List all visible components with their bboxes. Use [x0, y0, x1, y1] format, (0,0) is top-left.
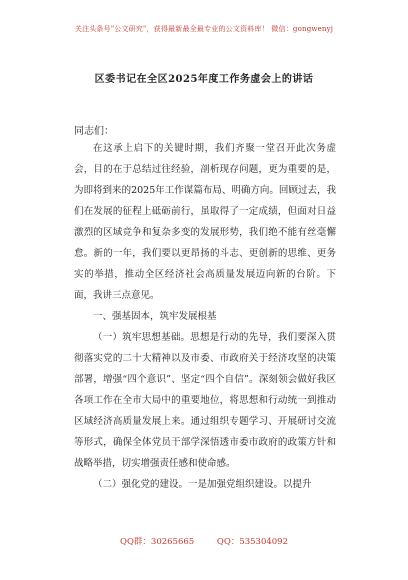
salutation: 同志们： — [74, 126, 114, 137]
footer-contact — [0, 535, 408, 547]
header-note: 关注头条号"公文研究"，获得最新最全最专业的公文资料库！ 微信：gongwenyj — [74, 25, 334, 33]
section-heading-1: 一、强基固本，筑牢发展根基 — [93, 311, 217, 322]
footer-qq-group: QQ群：30265665 — [119, 537, 195, 547]
paragraph-thought-foundation: （一）筑牢思想基础。思想是行动的先导，我们要深入贯彻落实党的二十大精神以及市委、市政府关于经济攻坚的决策部署，增强“四个意识”、坚定“四个自信”。深刻领会做好我区各项工作在全市大局中的重要地位，将思想和行动统一到推动区域经济高质量发展上来。通过组织专题学习、开展研讨交流等形式，确保全体党员干部学深悟透市委市政府的政策方针和战略举措，切实增强责任感和使命感。 — [74, 332, 336, 469]
paragraph-party-building: （二）强化党的建设。一是加强党组织建设。以提升 — [93, 479, 312, 490]
footer-qq: QQ：535304092 — [216, 537, 288, 547]
page-title: 区委书记在全区2025年度工作务虚会上的讲话 — [94, 74, 314, 85]
paragraph-intro: 在这承上启下的关键时期，我们齐聚一堂召开此次务虚会，目的在于总结过往经验，剖析现存问题，更为重要的是，为即将到来的2025年工作谋篇布局、明确方向。回顾过去，我们在发展的征程上砥砺前行，虽取得了一定成绩，但面对日益激烈的区域竞争和复杂多变的发展形势，我们绝不能有丝毫懈怠。新的一年，我们要以更昂扬的斗志、更创新的思维、更务实的举措，推动全区经济社会高质量发展迈向新的台阶。下面，我讲三点意见。 — [74, 143, 336, 301]
speech-body — [74, 138, 336, 495]
